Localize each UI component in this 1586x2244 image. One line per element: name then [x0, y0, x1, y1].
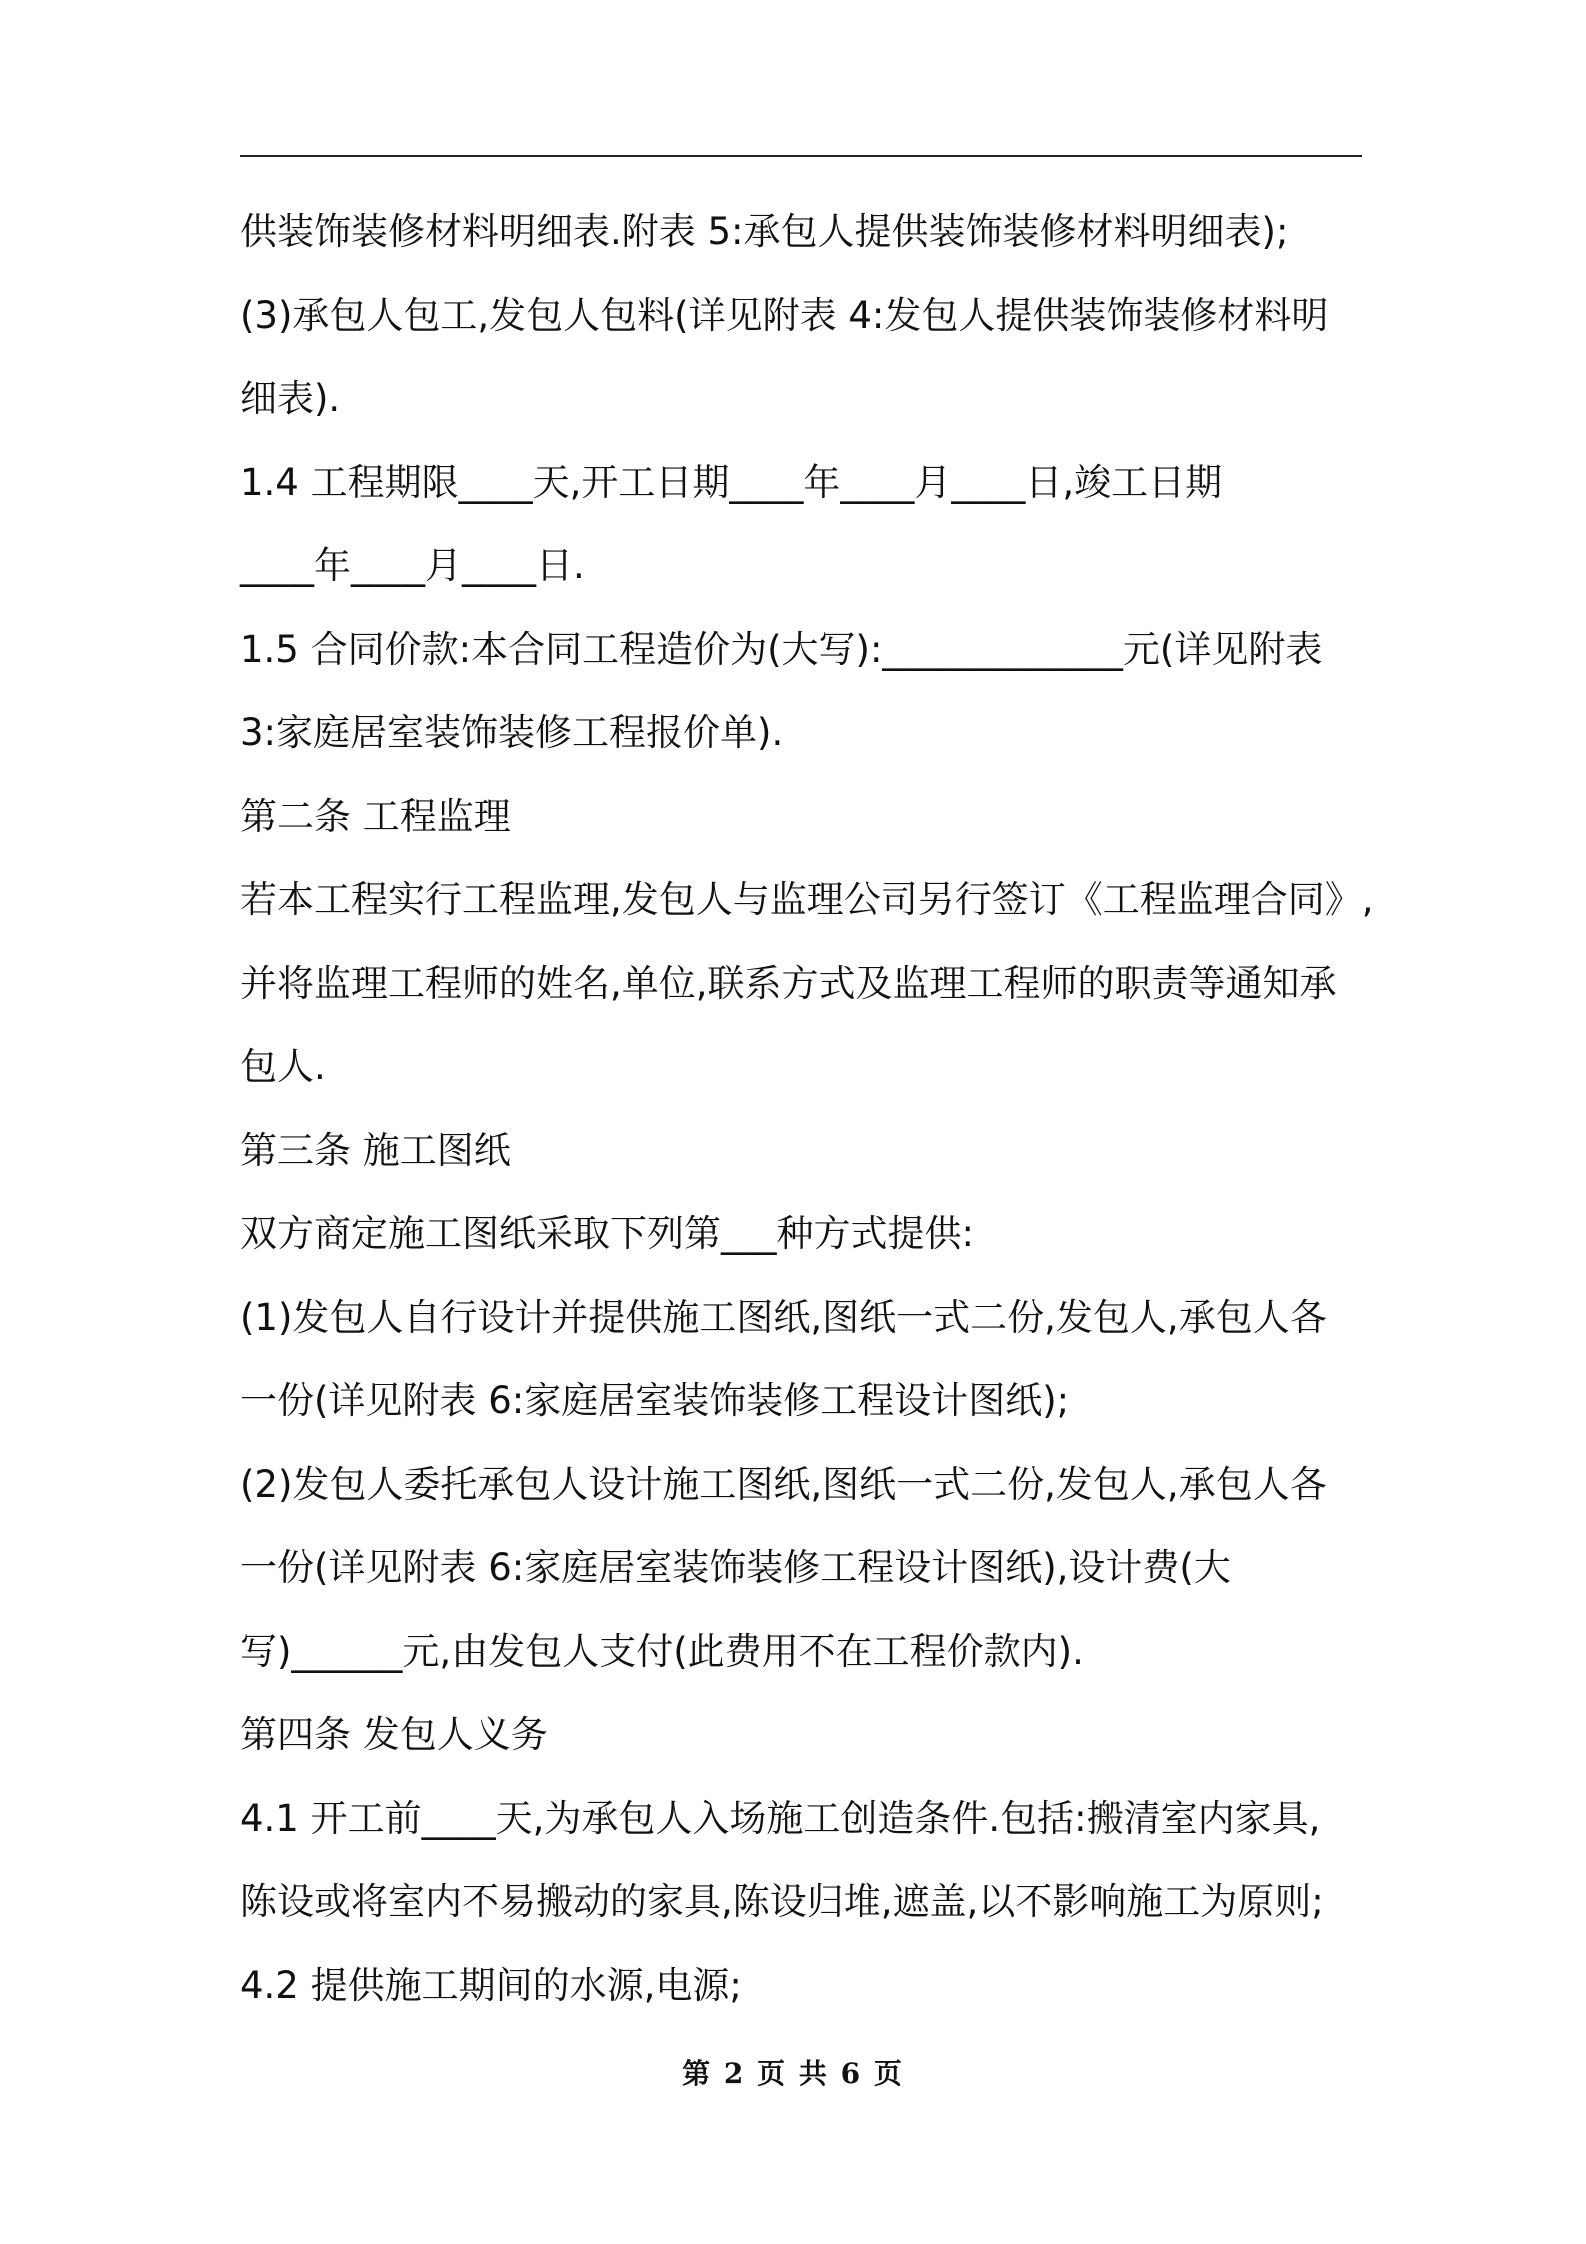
text-line: 一份(详见附表 6:家庭居室装饰装修工程设计图纸); — [240, 1379, 1070, 1422]
section-heading-article-3: 第三条 施工图纸 — [240, 1128, 511, 1172]
text-line: 若本工程实行工程监理,发包人与监理公司另行签订《工程监理合同》, — [240, 878, 1374, 921]
header-rule — [240, 155, 1362, 157]
text-line: (1)发包人自行设计并提供施工图纸,图纸一式二份,发包人,承包人各 — [240, 1295, 1327, 1339]
text-line: (2)发包人委托承包人设计施工图纸,图纸一式二份,发包人,承包人各 — [240, 1462, 1327, 1506]
page-number-footer: 第 2 页 共 6 页 — [682, 2057, 904, 2090]
document-body — [240, 190, 1374, 2027]
text-line: 并将监理工程师的姓名,单位,联系方式及监理工程师的职责等通知承 — [240, 961, 1337, 1005]
clause-1-4: 1.4 工程期限____天,开工日期____年____月____日,竣工日期 — [240, 460, 1223, 504]
clause-1-5: 1.5 合同价款:本合同工程造价为(大写):_____________元(详见附表 — [240, 627, 1323, 671]
text-line: 包人. — [240, 1045, 326, 1088]
text-line: 3:家庭居室装饰装修工程报价单). — [240, 711, 784, 754]
clause-4-1: 4.1 开工前____天,为承包人入场施工创造条件.包括:搬清室内家具, — [240, 1796, 1321, 1840]
clause-4-2: 4.2 提供施工期间的水源,电源; — [240, 1963, 742, 2007]
section-heading-article-4: 第四条 发包人义务 — [240, 1713, 548, 1756]
text-line: (3)承包人包工,发包人包料(详见附表 4:发包人提供装饰装修材料明 — [240, 293, 1329, 337]
text-line: 写)______元,由发包人支付(此费用不在工程价款内). — [240, 1629, 1084, 1673]
text-line: 双方商定施工图纸采取下列第___种方式提供: — [240, 1212, 974, 1255]
text-line: 细表). — [240, 377, 341, 420]
text-line: 供装饰装修材料明细表.附表 5:承包人提供装饰装修材料明细表); — [240, 210, 1289, 253]
text-line: 一份(详见附表 6:家庭居室装饰装修工程设计图纸),设计费(大 — [240, 1546, 1231, 1589]
section-heading-article-2: 第二条 工程监理 — [240, 794, 511, 838]
text-line: ____年____月____日. — [240, 544, 585, 587]
text-line: 陈设或将室内不易搬动的家具,陈设归堆,遮盖,以不影响施工为原则; — [240, 1880, 1324, 1923]
